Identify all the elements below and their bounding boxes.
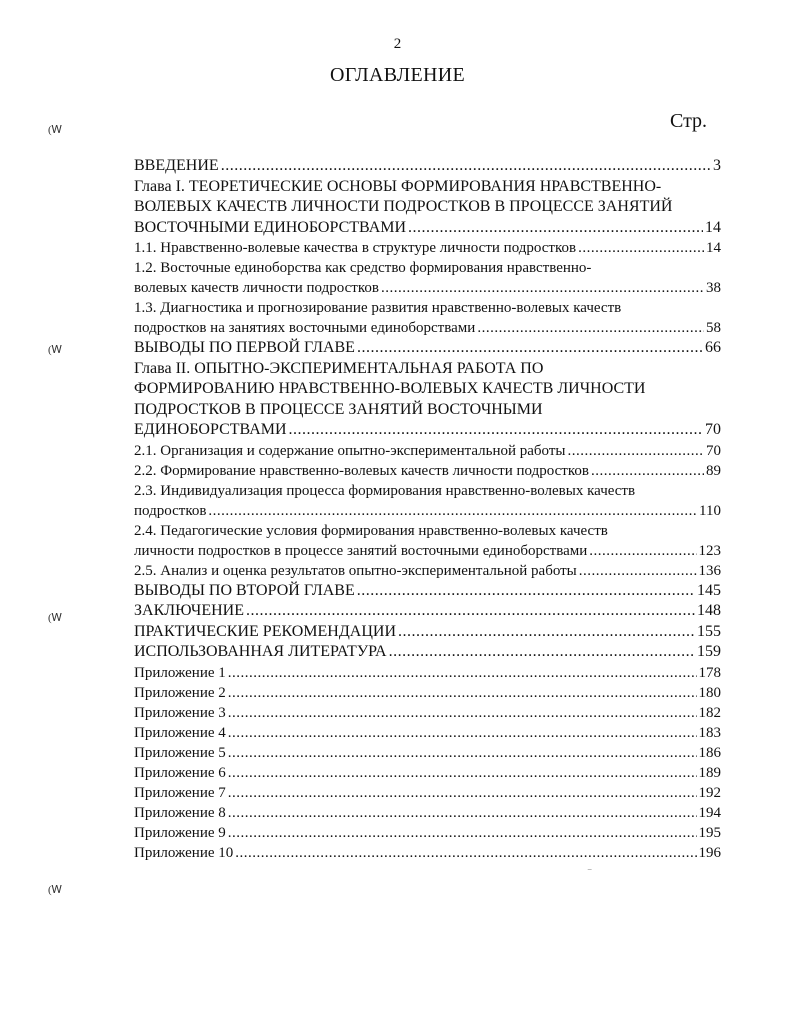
dot-leader	[228, 743, 697, 763]
dot-leader	[591, 461, 704, 481]
page-number: 2	[393, 36, 402, 52]
dot-leader	[477, 318, 704, 338]
toc-page-number: 145	[697, 581, 721, 599]
toc-entry	[134, 238, 721, 258]
toc-page-number: 14	[706, 240, 721, 256]
dot-leader	[398, 622, 695, 643]
toc-page-number: 14	[705, 218, 721, 236]
toc-page-number: 180	[698, 684, 721, 701]
toc-page-number: 89	[706, 462, 721, 479]
toc-entry-text: ИСПОЛЬЗОВАННАЯ ЛИТЕРАТУРА	[134, 643, 387, 660]
toc-page-number: 159	[697, 643, 721, 660]
toc-entry-text: Приложение 2	[134, 684, 226, 701]
toc-entry-row	[134, 703, 721, 723]
toc-entry	[134, 663, 721, 683]
toc-page-number: 194	[698, 804, 721, 821]
toc-entry-row	[134, 338, 721, 359]
toc-entry-row	[134, 743, 721, 763]
toc-entry-row	[134, 156, 721, 177]
toc-entry	[134, 723, 721, 743]
toc-entry-row	[134, 501, 721, 521]
toc-entry-row	[134, 581, 721, 602]
toc-entry-text: 2.3. Индивидуализация процесса формирования нравственно-волевых качеств	[134, 482, 636, 499]
toc-entry	[134, 743, 721, 763]
toc-page-number: 3	[713, 157, 721, 174]
toc-entry-text: 1.2. Восточные единоборства как средство формирования нравственно-	[134, 260, 592, 276]
margin-mark: (Ꮃ	[48, 124, 63, 136]
dot-leader	[228, 763, 697, 783]
toc-entry-row	[134, 843, 721, 863]
toc-entry	[134, 803, 721, 823]
toc-entry-row	[134, 278, 721, 298]
toc-entry-row	[134, 238, 721, 258]
toc-entry-row	[134, 783, 721, 803]
dot-leader	[578, 238, 704, 258]
toc-page-number: 70	[705, 421, 721, 438]
toc-entry-text: Приложение 6	[134, 764, 226, 781]
toc-entry-text: личности подростков в процессе занятий восточными единоборствами	[134, 542, 588, 559]
toc-page-number: 148	[697, 602, 721, 619]
toc-entry-row	[134, 541, 721, 561]
dot-leader	[228, 703, 697, 723]
toc-entry-text: ВВЕДЕНИЕ	[134, 157, 219, 174]
toc-entry-text: 1.1. Нравственно-волевые качества в структуре личности подростков	[134, 240, 577, 256]
toc-entry-text: ЗАКЛЮЧЕНИЕ	[134, 602, 244, 619]
toc-entry	[134, 461, 721, 481]
toc-entry-text: ВЫВОДЫ ПО ВТОРОЙ ГЛАВЕ	[134, 581, 355, 599]
toc-page-number: 183	[698, 724, 721, 741]
toc-page-number: 123	[698, 542, 721, 559]
dot-leader	[228, 823, 697, 843]
dot-leader	[389, 642, 695, 663]
toc-entry	[134, 258, 721, 298]
toc-page-number: 192	[698, 784, 721, 801]
toc-page-number: 189	[698, 764, 721, 781]
dot-leader	[289, 420, 703, 441]
toc-entry-row	[134, 683, 721, 703]
toc-page-number: 155	[697, 622, 721, 640]
toc-entry-row	[134, 461, 721, 481]
dot-leader	[235, 843, 696, 863]
toc-entry	[134, 622, 721, 643]
toc-entry-row	[134, 642, 721, 663]
toc-entry-text: 2.4. Педагогические условия формирования нравственно-волевых качеств	[134, 522, 608, 539]
page-title: ОГЛАВЛЕНИЕ	[330, 64, 465, 86]
toc-entry-text: ЕДИНОБОРСТВАМИ	[134, 421, 287, 438]
dot-leader	[357, 338, 703, 359]
toc-entry-text: Глава I. ТЕОРЕТИЧЕСКИЕ ОСНОВЫ ФОРМИРОВАНИЯ НРАВСТВЕННО-	[134, 177, 662, 195]
toc-entry	[134, 359, 721, 441]
toc-entry-text: ВОСТОЧНЫМИ ЕДИНОБОРСТВАМИ	[134, 218, 407, 236]
toc-entry	[134, 521, 721, 561]
toc-page-number: 66	[705, 339, 721, 356]
dot-leader	[221, 156, 711, 177]
toc-entry-text: Приложение 5	[134, 744, 226, 761]
toc-entry-text: ПОДРОСТКОВ В ПРОЦЕССЕ ЗАНЯТИЙ ВОСТОЧНЫМИ	[134, 400, 543, 418]
toc-entry	[134, 823, 721, 843]
toc-entry-text: Приложение 3	[134, 704, 226, 721]
toc-entry	[134, 156, 721, 177]
toc-page-number: 110	[699, 502, 721, 519]
toc-entry	[134, 561, 721, 581]
toc-entry-text: 2.2. Формирование нравственно-волевых качеств личности подростков	[134, 462, 589, 479]
toc-entry-text: Приложение 7	[134, 784, 226, 801]
margin-mark: (Ꮃ	[48, 344, 63, 356]
dot-leader	[228, 803, 697, 823]
dot-leader	[228, 683, 697, 703]
toc-entry	[134, 177, 721, 239]
dot-leader	[567, 441, 704, 461]
toc-entry	[134, 338, 721, 359]
toc-page-number: 186	[698, 744, 721, 761]
dot-leader	[246, 601, 695, 622]
toc-page-number: 136	[698, 562, 721, 579]
toc-entry-text: Приложение 9	[134, 824, 226, 841]
toc-entry-text: 2.5. Анализ и оценка результатов опытно-экспериментальной работы	[134, 562, 577, 579]
toc-page-number: 196	[698, 844, 721, 861]
toc-entry-text: ВОЛЕВЫХ КАЧЕСТВ ЛИЧНОСТИ ПОДРОСТКОВ В ПРОЦЕССЕ ЗАНЯТИЙ	[134, 198, 673, 215]
toc-page-number: 178	[698, 664, 721, 681]
toc-entry	[134, 642, 721, 663]
dot-leader	[228, 783, 697, 803]
toc-entry-text: подростков	[134, 502, 207, 519]
toc-entry	[134, 783, 721, 803]
toc-entry-text: ВЫВОДЫ ПО ПЕРВОЙ ГЛАВЕ	[134, 339, 355, 356]
toc-entry-text: Глава II. ОПЫТНО-ЭКСПЕРИМЕНТАЛЬНАЯ РАБОТА ПО	[134, 359, 544, 377]
page-column-label: Стр.	[670, 110, 708, 132]
toc-entry	[134, 601, 721, 622]
toc-entry	[134, 683, 721, 703]
toc-entry-row	[134, 723, 721, 743]
toc-page-number: 58	[706, 320, 721, 336]
toc-entry-row	[134, 561, 721, 581]
toc-entry	[134, 763, 721, 783]
dot-leader	[408, 218, 703, 239]
toc-entry-text: Приложение 10	[134, 844, 234, 861]
dot-leader	[208, 501, 697, 521]
toc-entry-row	[134, 803, 721, 823]
toc-entry	[134, 298, 721, 338]
toc-entry-row	[134, 622, 721, 643]
dot-leader	[228, 723, 697, 743]
toc-entry-row	[134, 441, 721, 461]
table-of-contents	[134, 156, 721, 863]
margin-mark: (Ꮃ	[48, 884, 63, 896]
dot-leader	[381, 278, 704, 298]
toc-entry-row	[134, 601, 721, 622]
toc-entry-text: Приложение 4	[134, 724, 226, 741]
dot-leader	[579, 561, 697, 581]
toc-entry-text: подростков на занятиях восточными единоборствами	[134, 320, 476, 336]
toc-entry-text: волевых качеств личности подростков	[134, 280, 379, 296]
toc-entry	[134, 441, 721, 461]
toc-entry	[134, 581, 721, 602]
dot-leader	[589, 541, 696, 561]
toc-entry-row	[134, 763, 721, 783]
toc-entry-text: Приложение 1	[134, 664, 226, 681]
toc-entry	[134, 843, 721, 863]
scan-mark: ‾	[588, 870, 592, 881]
toc-entry-row	[134, 823, 721, 843]
dot-leader	[228, 663, 697, 683]
toc-entry-text: ПРАКТИЧЕСКИЕ РЕКОМЕНДАЦИИ	[134, 622, 396, 640]
toc-entry-row	[134, 218, 721, 239]
toc-entry	[134, 481, 721, 521]
dot-leader	[357, 581, 695, 602]
toc-page-number: 38	[706, 280, 721, 296]
toc-entry-row	[134, 318, 721, 338]
toc-entry-row	[134, 420, 721, 441]
toc-entry-text: 2.1. Организация и содержание опытно-экспериментальной работы	[134, 442, 566, 459]
toc-entry-text: ФОРМИРОВАНИЮ НРАВСТВЕННО-ВОЛЕВЫХ КАЧЕСТВ ЛИЧНОСТИ	[134, 380, 646, 397]
toc-entry-text: 1.3. Диагностика и прогнозирование развития нравственно-волевых качеств	[134, 300, 622, 316]
toc-entry-text: Приложение 8	[134, 804, 226, 821]
toc-page-number: 195	[698, 824, 721, 841]
toc-entry	[134, 703, 721, 723]
toc-entry-row	[134, 663, 721, 683]
toc-page-number: 182	[698, 704, 721, 721]
margin-mark: (Ꮃ	[48, 612, 63, 624]
toc-page-number: 70	[706, 442, 721, 459]
